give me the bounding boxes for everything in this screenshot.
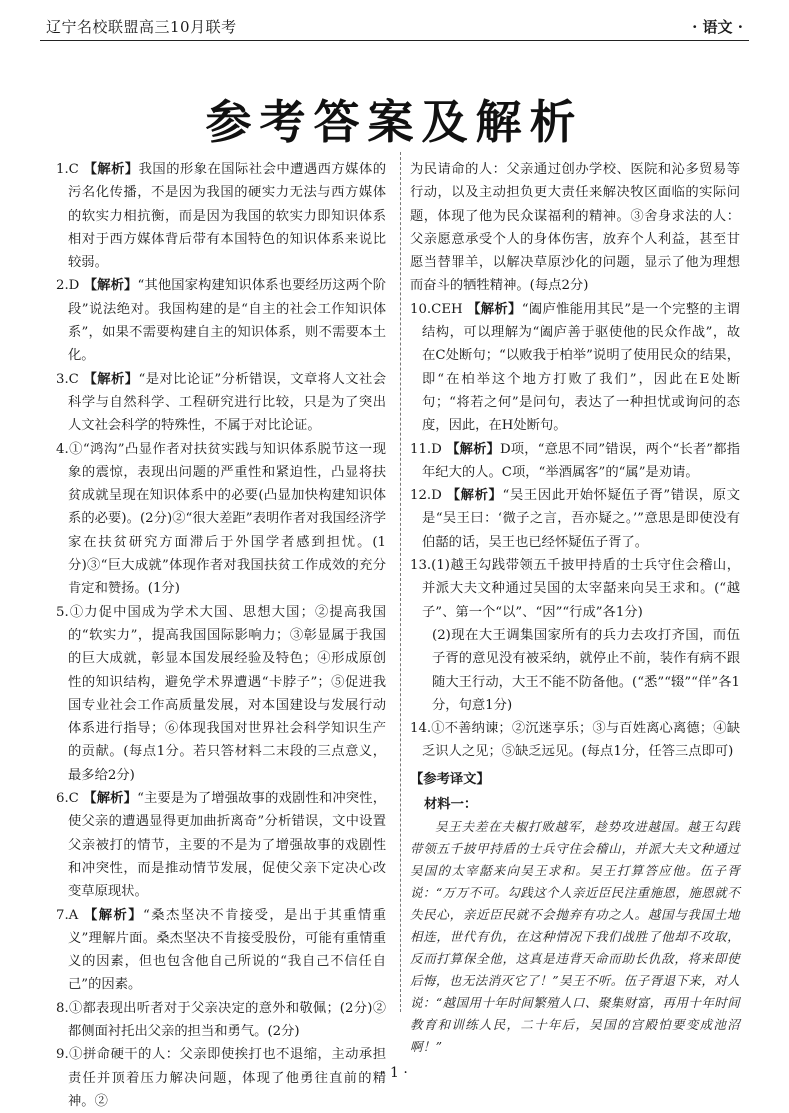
answer-item: (2)现在大王调集国家所有的兵力去攻打齐国，而伍子胥的意见没有被采纳，就停止不前，装作有病不跟随大王行动，大王不能不防备他。(“悉”“辍”“佯”各1分，句意1分) <box>432 627 740 713</box>
page-header <box>40 14 749 41</box>
answer-item: 5.①力促中国成为学术大国、思想大国；②提高我国的“软实力”，提高我国国际影响力；③彰显属于我国的巨大成就，彰显本国发展经验及特色；④形成原创性的知识结构，避免学术界遭遇“卡脖子”；⑤促进我国专业社会工作高质量发展，对本国建设与发展行动体系进行指导；⑥体现我国对世界社会科学知识生产的贡献。(每点1分。若只答材料二末段的三点意义，最多给2分) <box>56 604 386 783</box>
answer-item: 6.C 【解析】“主要是为了增强故事的戏剧性和冲突性，使父亲的遭遇显得更加曲折离奇”分析错误，文中设置父亲被打的情节，主要的不是为了增强故事的戏剧性和冲突性，而是推动情节发展，促使父亲下定决心改变草原现状。 <box>56 791 386 900</box>
answer-item: 13.(1)越王勾践带领五千披甲持盾的士兵守住会稽山，并派大夫文种通过吴国的太宰嚭来向吴王求和。(“越子”、第一个“以”、“因”“行成”各1分) <box>410 558 740 620</box>
answer-item: 7.A 【解析】“桑杰坚决不肯接受，是出于其重情重义”理解片面。桑杰坚决不肯接受股份，可能有重情重义的因素，但也包含他自己所说的“我自己不信任自己”的因素。 <box>56 907 386 993</box>
answer-item: 9.①拼命硬干的人：父亲即使挨打也不退缩，主动承担责任并顶着压力解决问题，体现了他勇往直前的精神。② <box>56 1047 386 1109</box>
answer-item: 8.①都表现出听者对于父亲决定的意外和敬佩；(2分)②都侧面衬托出父亲的担当和勇气。(2分) <box>56 1000 386 1039</box>
answer-item: 11.D 【解析】D项，“意思不同”错误，两个“长者”都指年纪大的人。C项，“举酒属客”的“属”是劝请。 <box>410 441 740 480</box>
translation-text: 吴王夫差在夫椒打败越军，趁势攻进越国。越王勾践带领五千披甲持盾的士兵守住会稽山，并派大夫文种通过吴国的太宰嚭来向吴王求和。吴王打算答应他。伍子胥说：“万万不可。勾践这个人亲近臣民注重施恩，施恩就不失民心，亲近臣民就不会抛弃有功之人。越国与我国土地相连，世代有仇，在这种情况下我们战胜了他却不攻取，反而打算保全他，这真是违背天命而助长仇敌，将来即使后悔，也无法消灭它了！”吴王不听。伍子胥退下来，对人说：“越国用十年时间繁殖人口、聚集财富，再用十年时间教育和训练人民，二十年后，吴国的宫殿怕要变成池沼啊！” <box>410 819 740 1055</box>
answer-item: 4.①“鸿沟”凸显作者对扶贫实践与知识体系脱节这一现象的震惊，表现出问题的严重性和紧迫性，凸显将扶贫成就呈现在知识体系中的必要(凸显加快构建知识体系的必要)。(2分)②“很大差距”表明作者对我国经济学家在扶贫研究方面滞后于外国学者感到担忧。(1分)③“巨大成就”体现作者对我国扶贫工作成效的充分肯定和赞扬。(1分) <box>56 441 386 597</box>
page-number: · 1 · <box>381 1065 408 1081</box>
answer-item: 3.C 【解析】“是对比论证”分析错误，文章将人文社会科学与自然科学、工程研究进行比较，只是为了突出人文社会科学的特殊性，不属于对比论证。 <box>56 371 386 434</box>
page-title: 参考答案及解析 <box>205 95 584 149</box>
answer-item: 为民请命的人：父亲通过创办学校、医院和沁多贸易等行动，以及主动担负更大责任来解决牧区面临的实际问题，体现了他为民众谋福利的精神。③舍身求法的人：父亲愿意承受个人的身体伤害，放弃个人利益，甚至甘愿当替罪羊，以解决草原沙化的问题，显示了他为理想而奋斗的牺牲精神。(每点2分) <box>410 162 740 294</box>
answer-item: 14.①不善纳谏；②沉迷享乐；③与百姓离心离德；④缺乏识人之见；⑤缺乏远见。(每点1分，任答三点即可) <box>410 721 740 760</box>
answer-item: 12.D 【解析】“吴王因此开始怀疑伍子胥”错误，原文是“吴王曰：‘微子之言，吾亦疑之。’”意思是即使没有伯嚭的话，吴王也已经怀疑伍子胥了。 <box>410 488 740 550</box>
column-divider <box>400 152 401 1012</box>
translation-subheading: 材料一： <box>424 797 478 813</box>
answer-item: 2.D 【解析】“其他国家构建知识体系也要经历这两个阶段”说法绝对。我国构建的是“自主的社会工作知识体系”，如果不需要构建自主的知识体系，则不需要本土化。 <box>56 278 387 364</box>
left-column <box>56 158 386 1113</box>
answer-item: 1.C 【解析】我国的形象在国际社会中遭遇西方媒体的污名化传播，不是因为我国的硬实力无法与西方媒体的软实力相抗衡，而是因为我国的软实力即知识体系相对于西方媒体背后带有本国特色的知识体系来说比较弱。 <box>56 162 387 271</box>
subject-label: · 语文 · <box>692 18 743 36</box>
translation-heading: 【参考译文】 <box>410 771 490 787</box>
answer-item: 10.CEH 【解析】“阖庐惟能用其民”是一个完整的主谓结构，可以理解为“阖庐善于驱使他的民众作战”，故在C处断句；“以败我于柏举”说明了使用民众的结果，即“在柏举这个地方打败了我们”，因此在E处断句；“将若之何”是问句，表达了一种担忧或询问的态度，因此，在H处断句。 <box>410 301 740 434</box>
right-column <box>410 158 740 1058</box>
exam-name: 辽宁名校联盟高三10月联考 <box>46 18 237 36</box>
